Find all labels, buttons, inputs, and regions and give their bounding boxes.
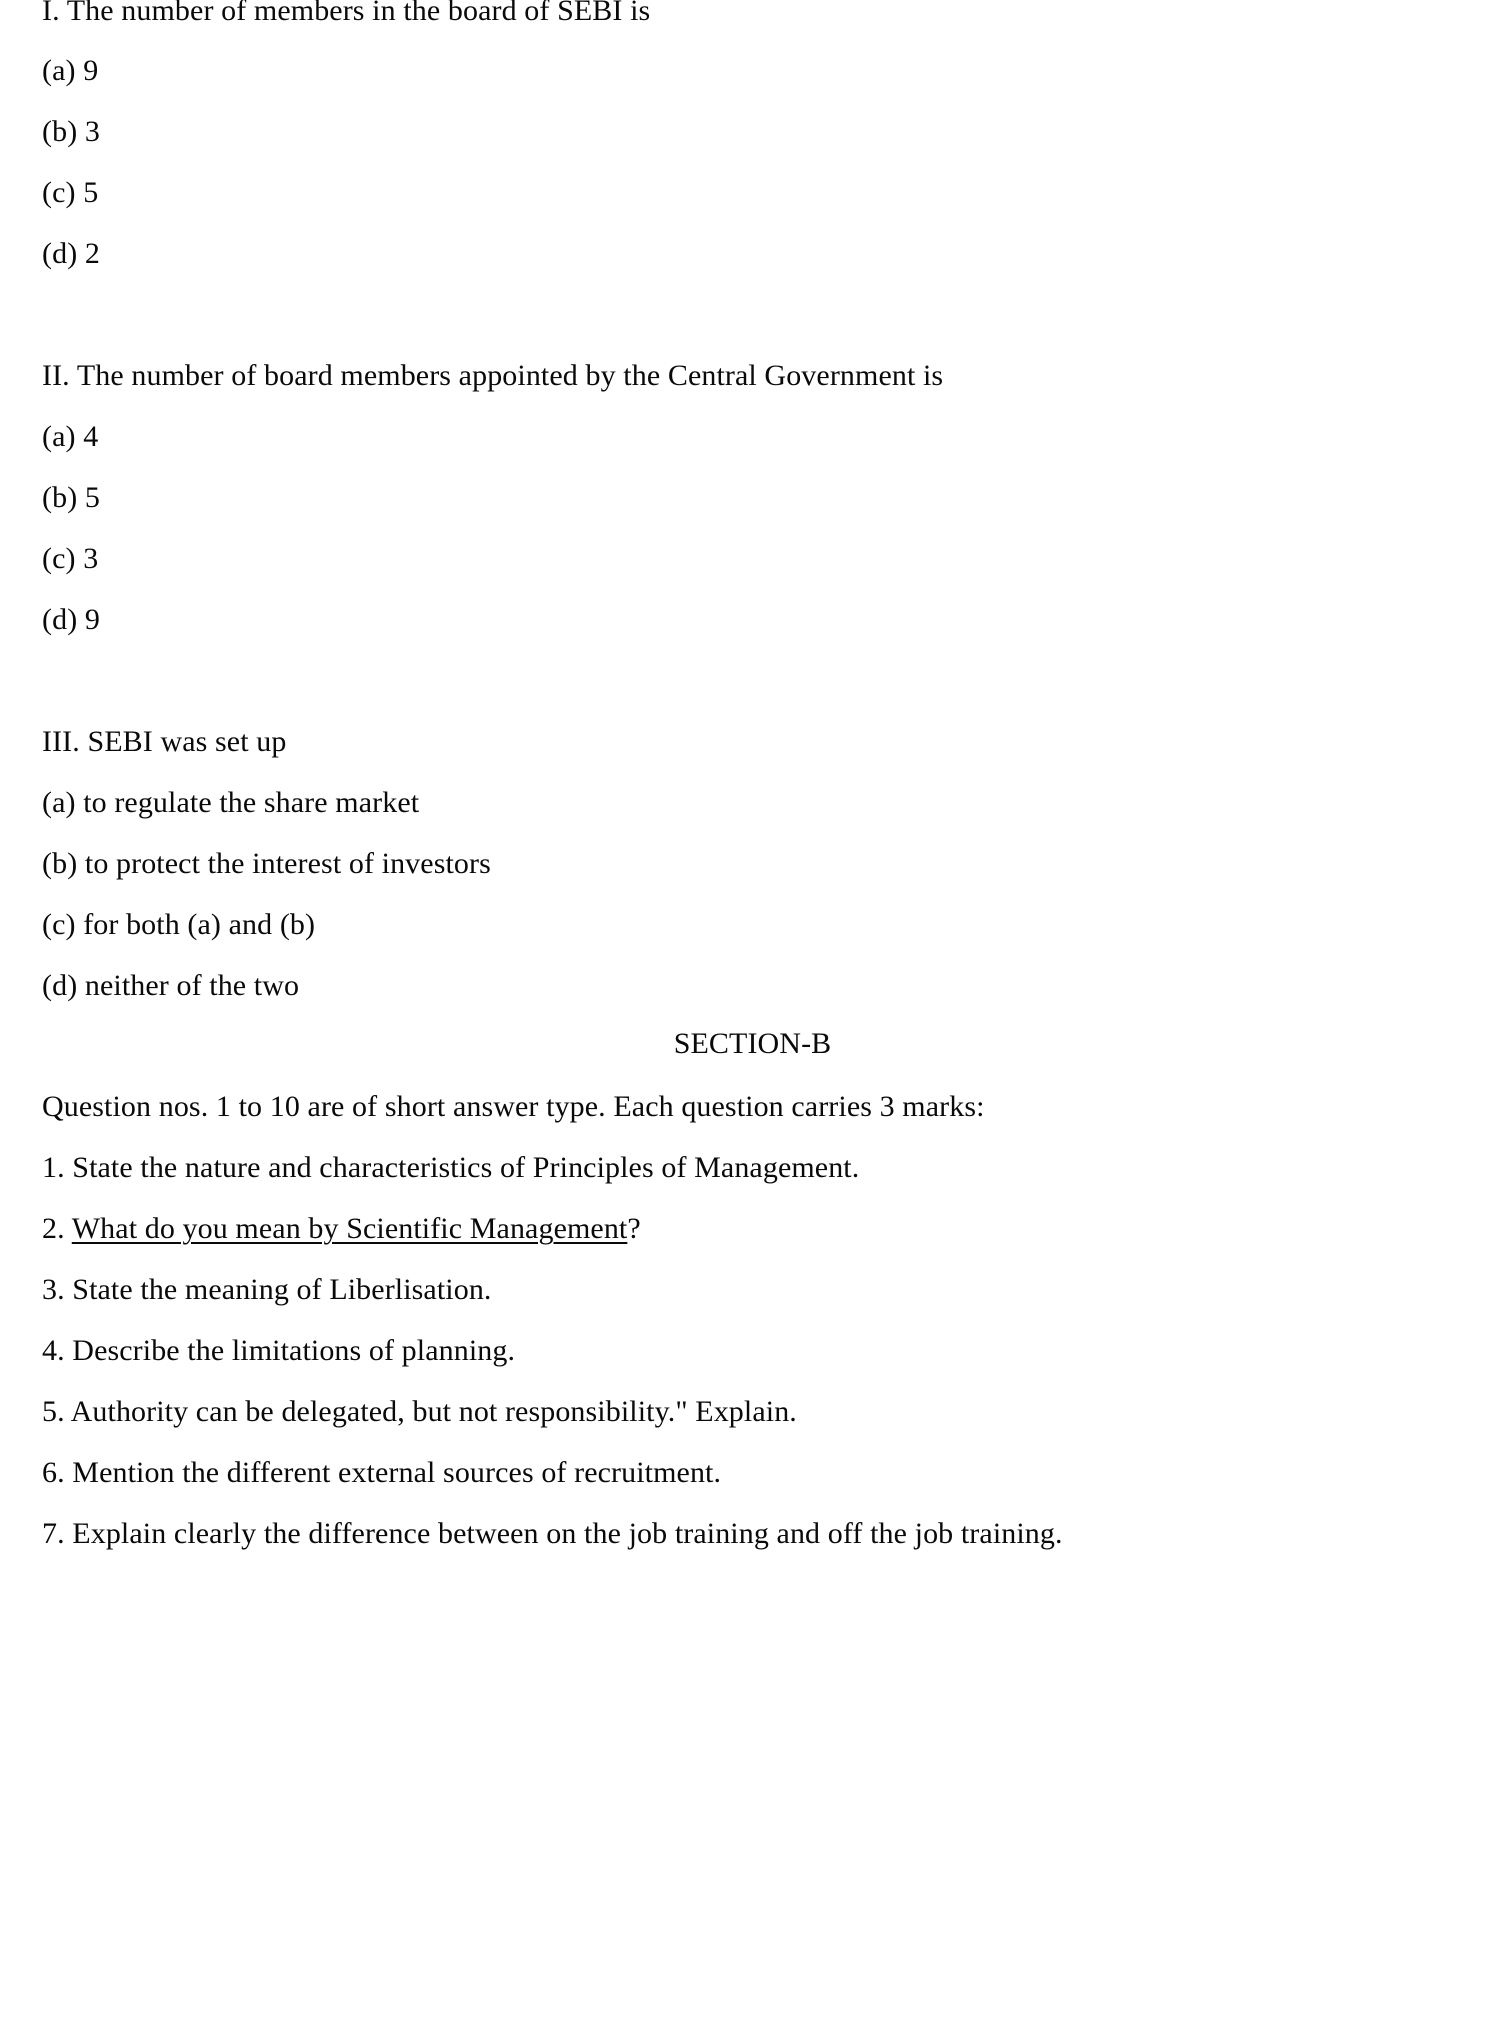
mcq-1-option-d: (d) 2: [42, 237, 100, 270]
mcq-3-option-b: (b) to protect the interest of investors: [42, 847, 491, 880]
section-b-question-3: 3. State the meaning of Liberlisation.: [42, 1273, 492, 1306]
mcq-1-option-a: (a) 9: [42, 54, 99, 87]
mcq-2-option-c: (c) 3: [42, 542, 99, 575]
mcq-1-option-c: (c) 5: [42, 176, 99, 209]
mcq-2-stem: II. The number of board members appointed by the Central Government is: [42, 359, 944, 392]
section-b-question-2: [42, 1212, 641, 1246]
section-b-question-5: 5. Authority can be delegated, but not responsibility." Explain.: [42, 1395, 797, 1428]
section-b-instruction: Question nos. 1 to 10 are of short answer type. Each question carries 3 marks:: [42, 1090, 985, 1123]
question-2-prefix: 2.: [42, 1212, 72, 1245]
mcq-2-option-b: (b) 5: [42, 481, 100, 514]
mcq-1-option-b: (b) 3: [42, 115, 100, 148]
section-b-question-1: 1. State the nature and characteristics of Principles of Management.: [42, 1151, 860, 1184]
section-b-question-7: 7. Explain clearly the difference between on the job training and off the job training.: [42, 1517, 1063, 1550]
mcq-3-option-a: (a) to regulate the share market: [42, 786, 420, 819]
mcq-3-option-c: (c) for both (a) and (b): [42, 908, 316, 941]
mcq-2-option-a: (a) 4: [42, 420, 99, 453]
mcq-3-stem: III. SEBI was set up: [42, 725, 287, 758]
mcq-1-stem: I. The number of members in the board of SEBI is: [42, 0, 651, 27]
section-b-question-6: 6. Mention the different external sources of recruitment.: [42, 1456, 722, 1489]
mcq-2-option-d: (d) 9: [42, 603, 100, 636]
mcq-3-option-d: (d) neither of the two: [42, 969, 300, 1002]
question-2-suffix: ?: [627, 1212, 641, 1245]
section-b-question-4: 4. Describe the limitations of planning.: [42, 1334, 516, 1367]
section-b-heading: SECTION-B: [673, 1027, 832, 1060]
question-2-underlined-text: What do you mean by Scientific Management: [71, 1212, 628, 1245]
